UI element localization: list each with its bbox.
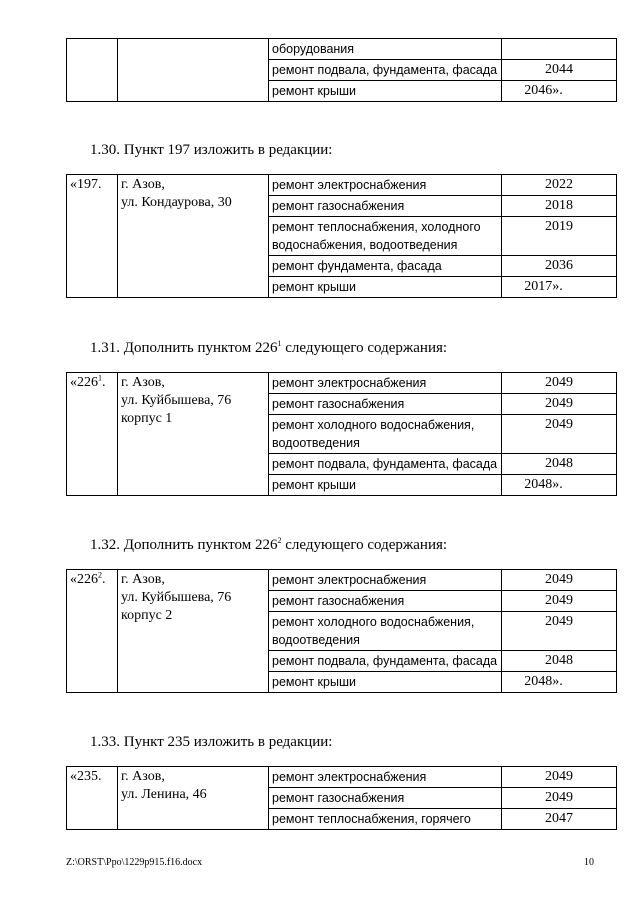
item-number: «$226^1$.	[67, 373, 118, 496]
page-number: 10	[584, 857, 594, 868]
address-street: ул. Куйбышева, 76	[121, 590, 232, 605]
item-number: «235.	[67, 767, 118, 830]
work-cell: ремонт теплоснабжения, горячего	[269, 809, 502, 830]
address-city: г. Азов,	[121, 177, 165, 192]
year-cell: 2048».	[502, 672, 617, 693]
year-cell: 2017».	[502, 277, 617, 298]
table-item-197	[66, 174, 617, 298]
year-cell	[502, 39, 617, 60]
work-cell: оборудования	[269, 39, 502, 60]
work-cell: ремонт электроснабжения	[269, 570, 502, 591]
year-cell: 2048	[502, 651, 617, 672]
year-cell: 2048	[502, 454, 617, 475]
address-city: г. Азов,	[121, 375, 165, 390]
year-cell: 2049	[502, 373, 617, 394]
address-city: г. Азов,	[121, 572, 165, 587]
work-cell: ремонт подвала, фундамента, фасада	[269, 60, 502, 81]
year-cell: 2048».	[502, 475, 617, 496]
work-cell: ремонт подвала, фундамента, фасада	[269, 454, 502, 475]
year-cell: 2019	[502, 217, 617, 256]
item-number: «$226^2$.	[67, 570, 118, 693]
year-cell: 2036	[502, 256, 617, 277]
address-cell	[118, 570, 269, 693]
work-cell: ремонт крыши	[269, 81, 502, 102]
table-row	[67, 373, 617, 394]
year-cell: 2049	[502, 767, 617, 788]
year-cell: 2044	[502, 60, 617, 81]
address-building: корпус 2	[121, 608, 173, 623]
table-continuation	[66, 38, 617, 102]
paragraph-1-33: 1.33. Пункт 235 изложить в редакции:	[90, 734, 333, 750]
work-cell: ремонт электроснабжения	[269, 175, 502, 196]
work-cell: ремонт холодного водоснабжения, водоотведения	[269, 612, 502, 651]
year-cell: 2049	[502, 570, 617, 591]
work-cell: ремонт газоснабжения	[269, 196, 502, 217]
year-cell: 2049	[502, 612, 617, 651]
table-item-226-2	[66, 569, 617, 693]
address-cell	[118, 175, 269, 298]
address-street: ул. Ленина, 46	[121, 787, 207, 802]
year-cell: 2049	[502, 415, 617, 454]
work-cell: ремонт холодного водоснабжения, водоотведения	[269, 415, 502, 454]
year-cell: 2047	[502, 809, 617, 830]
address-cell	[118, 373, 269, 496]
table-row	[67, 570, 617, 591]
paragraph-1-31: 1.31. Дополнить пунктом $226^1$ следующего содержания:	[90, 339, 448, 356]
paragraph-1-32: 1.32. Дополнить пунктом $226^2$ следующего содержания:	[90, 536, 448, 553]
work-cell: ремонт электроснабжения	[269, 767, 502, 788]
table-row	[67, 39, 617, 60]
work-cell: ремонт фундамента, фасада	[269, 256, 502, 277]
work-cell: ремонт крыши	[269, 475, 502, 496]
year-cell: 2049	[502, 394, 617, 415]
table-item-235	[66, 766, 617, 830]
year-cell: 2022	[502, 175, 617, 196]
work-cell: ремонт теплоснабжения, холодного водоснабжения, водоотведения	[269, 217, 502, 256]
table-item-226-1	[66, 372, 617, 496]
work-cell: ремонт газоснабжения	[269, 591, 502, 612]
address-cell	[118, 767, 269, 830]
year-cell: 2049	[502, 788, 617, 809]
table-row	[67, 767, 617, 788]
address-street: ул. Куйбышева, 76	[121, 393, 232, 408]
year-cell: 2018	[502, 196, 617, 217]
address-building: корпус 1	[121, 411, 173, 426]
table-row	[67, 175, 617, 196]
paragraph-1-30: 1.30. Пункт 197 изложить в редакции:	[90, 142, 333, 158]
work-cell: ремонт крыши	[269, 277, 502, 298]
address-street: ул. Кондаурова, 30	[121, 195, 232, 210]
footer-file-path: Z:\ORST\Ppo\1229p915.f16.docx	[66, 857, 203, 868]
year-cell: 2049	[502, 591, 617, 612]
year-cell: 2046».	[502, 81, 617, 102]
work-cell: ремонт газоснабжения	[269, 394, 502, 415]
work-cell: ремонт электроснабжения	[269, 373, 502, 394]
address-city: г. Азов,	[121, 769, 165, 784]
work-cell: ремонт газоснабжения	[269, 788, 502, 809]
work-cell: ремонт крыши	[269, 672, 502, 693]
work-cell: ремонт подвала, фундамента, фасада	[269, 651, 502, 672]
item-number: «197.	[67, 175, 118, 298]
